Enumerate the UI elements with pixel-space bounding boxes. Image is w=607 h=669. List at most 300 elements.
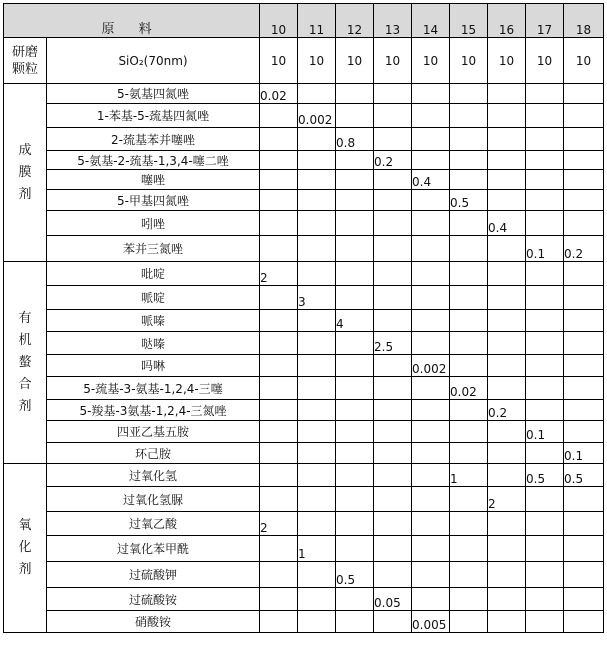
material-name: 苯并三氮唑: [47, 236, 260, 262]
value-cell: [526, 355, 564, 377]
example-header: 17: [526, 4, 564, 38]
value-cell: [298, 588, 336, 611]
value-cell: [564, 104, 604, 128]
value-cell: [374, 355, 412, 377]
value-cell: [488, 562, 526, 588]
value-cell: [260, 310, 298, 332]
value-cell: [412, 487, 450, 512]
value-cell: [450, 512, 488, 536]
value-cell: [450, 170, 488, 190]
table-row: [4, 421, 604, 443]
value-cell: 0.1: [526, 421, 564, 443]
value-cell: 10: [526, 38, 564, 84]
value-cell: [450, 286, 488, 310]
value-cell: [450, 355, 488, 377]
value-cell: [336, 611, 374, 633]
value-cell: [564, 377, 604, 400]
value-cell: [260, 104, 298, 128]
category-char: 螯: [18, 354, 32, 370]
value-cell: [564, 286, 604, 310]
value-cell: [336, 400, 374, 421]
value-cell: [374, 236, 412, 262]
value-cell: [336, 377, 374, 400]
value-cell: 10: [412, 38, 450, 84]
value-cell: [374, 286, 412, 310]
value-cell: [412, 128, 450, 151]
value-cell: [564, 332, 604, 355]
value-cell: [412, 377, 450, 400]
value-cell: [298, 421, 336, 443]
table-row: [4, 487, 604, 512]
category-cell: [4, 38, 47, 84]
value-cell: [526, 310, 564, 332]
value-cell: [564, 588, 604, 611]
category-char: 剂: [18, 562, 32, 577]
value-cell: [488, 84, 526, 104]
value-cell: [336, 236, 374, 262]
table-row: [4, 588, 604, 611]
value-cell: [374, 421, 412, 443]
value-cell: 1: [450, 464, 488, 487]
category-char: 剂: [18, 398, 32, 414]
value-cell: [450, 400, 488, 421]
value-cell: [412, 190, 450, 211]
material-name: 哌嗪: [47, 310, 260, 332]
material-name: 噻唑: [47, 170, 260, 190]
value-cell: [488, 310, 526, 332]
value-cell: [374, 487, 412, 512]
table-row: [4, 310, 604, 332]
material-name: 5-甲基四氮唑: [47, 190, 260, 211]
value-cell: [526, 332, 564, 355]
value-cell: 2: [260, 512, 298, 536]
example-header: 10: [260, 4, 298, 38]
value-cell: [412, 588, 450, 611]
value-cell: [412, 151, 450, 170]
value-cell: [564, 84, 604, 104]
value-cell: 3: [298, 286, 336, 310]
value-cell: [526, 588, 564, 611]
value-cell: [450, 588, 488, 611]
value-cell: [526, 104, 564, 128]
value-cell: [260, 332, 298, 355]
material-name: 2-巯基苯并噻唑: [47, 128, 260, 151]
value-cell: [260, 211, 298, 236]
value-cell: [298, 611, 336, 633]
material-name: 吲唑: [47, 211, 260, 236]
value-cell: [336, 286, 374, 310]
value-cell: [260, 355, 298, 377]
value-cell: [260, 151, 298, 170]
value-cell: [298, 211, 336, 236]
value-cell: [450, 104, 488, 128]
table-row: [4, 170, 604, 190]
table-row: [4, 151, 604, 170]
value-cell: [260, 170, 298, 190]
value-cell: [260, 536, 298, 562]
value-cell: 10: [564, 38, 604, 84]
value-cell: [564, 487, 604, 512]
value-cell: 0.2: [564, 236, 604, 262]
value-cell: 0.5: [336, 562, 374, 588]
value-cell: 0.4: [412, 170, 450, 190]
category-cell: [4, 262, 47, 464]
value-cell: 1: [298, 536, 336, 562]
table-row: [4, 464, 604, 487]
value-cell: [564, 355, 604, 377]
material-name: 硝酸铵: [47, 611, 260, 633]
value-cell: [298, 400, 336, 421]
value-cell: [412, 400, 450, 421]
material-name: 环己胺: [47, 443, 260, 464]
value-cell: 0.5: [526, 464, 564, 487]
value-cell: 0.002: [298, 104, 336, 128]
table-row: [4, 562, 604, 588]
value-cell: [298, 190, 336, 211]
value-cell: [374, 262, 412, 286]
value-cell: [526, 128, 564, 151]
value-cell: [374, 536, 412, 562]
table-row: [4, 262, 604, 286]
value-cell: [526, 611, 564, 633]
table-row: [4, 443, 604, 464]
value-cell: [488, 443, 526, 464]
material-name: 哒嗪: [47, 332, 260, 355]
value-cell: [526, 151, 564, 170]
value-cell: [336, 355, 374, 377]
material-name: 过硫酸铵: [47, 588, 260, 611]
value-cell: [564, 512, 604, 536]
table-row: [4, 400, 604, 421]
table-row: [4, 104, 604, 128]
value-cell: [526, 84, 564, 104]
value-cell: [450, 611, 488, 633]
category-char: 氧: [18, 518, 32, 533]
value-cell: [488, 104, 526, 128]
value-cell: [412, 211, 450, 236]
table-row: [4, 286, 604, 310]
value-cell: [298, 512, 336, 536]
material-name: 1-苯基-5-巯基四氮唑: [47, 104, 260, 128]
value-cell: [336, 536, 374, 562]
value-cell: [412, 464, 450, 487]
value-cell: [412, 536, 450, 562]
value-cell: [564, 536, 604, 562]
value-cell: 0.5: [450, 190, 488, 211]
value-cell: [298, 487, 336, 512]
value-cell: [564, 262, 604, 286]
material-header: 原 料: [4, 4, 260, 38]
table-row: [4, 128, 604, 151]
value-cell: [298, 262, 336, 286]
example-header: 12: [336, 4, 374, 38]
category-char: 机: [18, 332, 32, 348]
value-cell: 0.4: [488, 211, 526, 236]
table-row: [4, 611, 604, 633]
value-cell: 0.02: [450, 377, 488, 400]
value-cell: [526, 170, 564, 190]
table-row: [4, 332, 604, 355]
material-name: 吡啶: [47, 262, 260, 286]
value-cell: [298, 84, 336, 104]
value-cell: [374, 464, 412, 487]
value-cell: [260, 588, 298, 611]
value-cell: 2: [260, 262, 298, 286]
value-cell: [564, 170, 604, 190]
value-cell: 2.5: [374, 332, 412, 355]
value-cell: [488, 170, 526, 190]
value-cell: [298, 151, 336, 170]
value-cell: 0.005: [412, 611, 450, 633]
value-cell: [450, 443, 488, 464]
material-name: 5-巯基-3-氨基-1,2,4-三噻: [47, 377, 260, 400]
value-cell: 0.8: [336, 128, 374, 151]
value-cell: [298, 128, 336, 151]
value-cell: [564, 128, 604, 151]
value-cell: 4: [336, 310, 374, 332]
value-cell: [488, 512, 526, 536]
value-cell: [374, 128, 412, 151]
material-name: 过氧化苯甲酰: [47, 536, 260, 562]
value-cell: [374, 562, 412, 588]
material-name: 过氧乙酸: [47, 512, 260, 536]
table-row: [4, 84, 604, 104]
table-row: [4, 236, 604, 262]
category-cell: [4, 84, 47, 262]
value-cell: [564, 562, 604, 588]
example-header: 15: [450, 4, 488, 38]
value-cell: [298, 377, 336, 400]
category-char: 颗粒: [11, 61, 38, 77]
material-name: 过氧化氢: [47, 464, 260, 487]
value-cell: [412, 104, 450, 128]
value-cell: [564, 421, 604, 443]
value-cell: 0.05: [374, 588, 412, 611]
value-cell: [450, 310, 488, 332]
value-cell: [336, 84, 374, 104]
value-cell: [336, 588, 374, 611]
category-char: 膜: [18, 164, 32, 180]
value-cell: [450, 421, 488, 443]
example-header: 18: [564, 4, 604, 38]
table-row: [4, 512, 604, 536]
value-cell: [564, 151, 604, 170]
value-cell: [260, 377, 298, 400]
value-cell: [450, 151, 488, 170]
table-row: [4, 190, 604, 211]
material-name: 吗啉: [47, 355, 260, 377]
value-cell: 0.02: [260, 84, 298, 104]
composition-table: [3, 3, 604, 633]
value-cell: [412, 443, 450, 464]
value-cell: [374, 310, 412, 332]
value-cell: [298, 310, 336, 332]
value-cell: 10: [488, 38, 526, 84]
table-row: [4, 536, 604, 562]
value-cell: [488, 332, 526, 355]
value-cell: [298, 562, 336, 588]
value-cell: [260, 464, 298, 487]
value-cell: [450, 236, 488, 262]
value-cell: [412, 84, 450, 104]
value-cell: [488, 190, 526, 211]
value-cell: [450, 332, 488, 355]
value-cell: [450, 536, 488, 562]
value-cell: [336, 487, 374, 512]
value-cell: [526, 487, 564, 512]
value-cell: [450, 487, 488, 512]
value-cell: [374, 190, 412, 211]
value-cell: [374, 443, 412, 464]
value-cell: 10: [298, 38, 336, 84]
value-cell: [526, 400, 564, 421]
category-char: 研磨: [11, 44, 38, 60]
value-cell: [260, 487, 298, 512]
value-cell: [260, 128, 298, 151]
value-cell: [374, 170, 412, 190]
value-cell: [260, 400, 298, 421]
value-cell: [488, 151, 526, 170]
value-cell: 10: [374, 38, 412, 84]
value-cell: [336, 190, 374, 211]
value-cell: [450, 128, 488, 151]
value-cell: [336, 443, 374, 464]
value-cell: [488, 262, 526, 286]
category-char: 合: [18, 376, 32, 392]
value-cell: [526, 562, 564, 588]
value-cell: [298, 443, 336, 464]
value-cell: 0.002: [412, 355, 450, 377]
category-char: 化: [18, 540, 32, 555]
value-cell: [526, 190, 564, 211]
value-cell: [564, 310, 604, 332]
value-cell: [488, 588, 526, 611]
value-cell: [564, 211, 604, 236]
table-row: [4, 211, 604, 236]
value-cell: 0.1: [564, 443, 604, 464]
value-cell: [260, 236, 298, 262]
material-name: 5-氨基-2-巯基-1,3,4-噻二唑: [47, 151, 260, 170]
value-cell: [260, 190, 298, 211]
value-cell: 0.5: [564, 464, 604, 487]
value-cell: [488, 286, 526, 310]
value-cell: [260, 562, 298, 588]
value-cell: [488, 377, 526, 400]
category-cell: [4, 464, 47, 633]
value-cell: [450, 262, 488, 286]
value-cell: [374, 611, 412, 633]
material-name: 5-氨基四氮唑: [47, 84, 260, 104]
material-name: 四亚乙基五胺: [47, 421, 260, 443]
value-cell: [412, 512, 450, 536]
value-cell: [412, 286, 450, 310]
value-cell: [336, 421, 374, 443]
table-body: [4, 4, 604, 633]
value-cell: [450, 211, 488, 236]
value-cell: [336, 464, 374, 487]
value-cell: [526, 443, 564, 464]
value-cell: 10: [260, 38, 298, 84]
example-header: 11: [298, 4, 336, 38]
value-cell: 10: [336, 38, 374, 84]
value-cell: [336, 262, 374, 286]
value-cell: [374, 512, 412, 536]
value-cell: [526, 262, 564, 286]
material-name: 过氧化氢脲: [47, 487, 260, 512]
material-name: 哌啶: [47, 286, 260, 310]
example-header: 13: [374, 4, 412, 38]
value-cell: [374, 400, 412, 421]
value-cell: [374, 211, 412, 236]
value-cell: [526, 377, 564, 400]
value-cell: [336, 211, 374, 236]
value-cell: [412, 262, 450, 286]
material-name: SiO₂(70nm): [47, 38, 260, 84]
value-cell: [298, 332, 336, 355]
value-cell: [526, 286, 564, 310]
value-cell: [374, 84, 412, 104]
value-cell: [298, 464, 336, 487]
value-cell: [336, 512, 374, 536]
category-char: 成: [18, 142, 32, 158]
table-row: [4, 38, 604, 84]
value-cell: [412, 562, 450, 588]
value-cell: [412, 310, 450, 332]
value-cell: [488, 236, 526, 262]
example-header: 16: [488, 4, 526, 38]
value-cell: [488, 611, 526, 633]
value-cell: [564, 400, 604, 421]
value-cell: [412, 421, 450, 443]
value-cell: [526, 211, 564, 236]
example-header: 14: [412, 4, 450, 38]
value-cell: [526, 512, 564, 536]
value-cell: [412, 332, 450, 355]
value-cell: [298, 355, 336, 377]
value-cell: 2: [488, 487, 526, 512]
value-cell: [488, 128, 526, 151]
value-cell: [450, 562, 488, 588]
value-cell: [526, 536, 564, 562]
value-cell: [374, 104, 412, 128]
value-cell: [564, 190, 604, 211]
value-cell: 0.2: [488, 400, 526, 421]
value-cell: [412, 236, 450, 262]
value-cell: [488, 536, 526, 562]
value-cell: [260, 286, 298, 310]
header-row: [4, 4, 604, 38]
value-cell: [260, 611, 298, 633]
value-cell: [260, 443, 298, 464]
category-char: 剂: [18, 186, 32, 202]
value-cell: [564, 611, 604, 633]
value-cell: [488, 421, 526, 443]
value-cell: [336, 170, 374, 190]
value-cell: [336, 151, 374, 170]
table-row: [4, 377, 604, 400]
value-cell: 0.2: [374, 151, 412, 170]
category-char: 有: [18, 310, 32, 326]
value-cell: 0.1: [526, 236, 564, 262]
value-cell: [298, 236, 336, 262]
value-cell: [336, 332, 374, 355]
value-cell: 10: [450, 38, 488, 84]
value-cell: [488, 355, 526, 377]
material-name: 5-羧基-3氨基-1,2,4-三氮唑: [47, 400, 260, 421]
value-cell: [488, 464, 526, 487]
value-cell: [450, 84, 488, 104]
value-cell: [298, 170, 336, 190]
